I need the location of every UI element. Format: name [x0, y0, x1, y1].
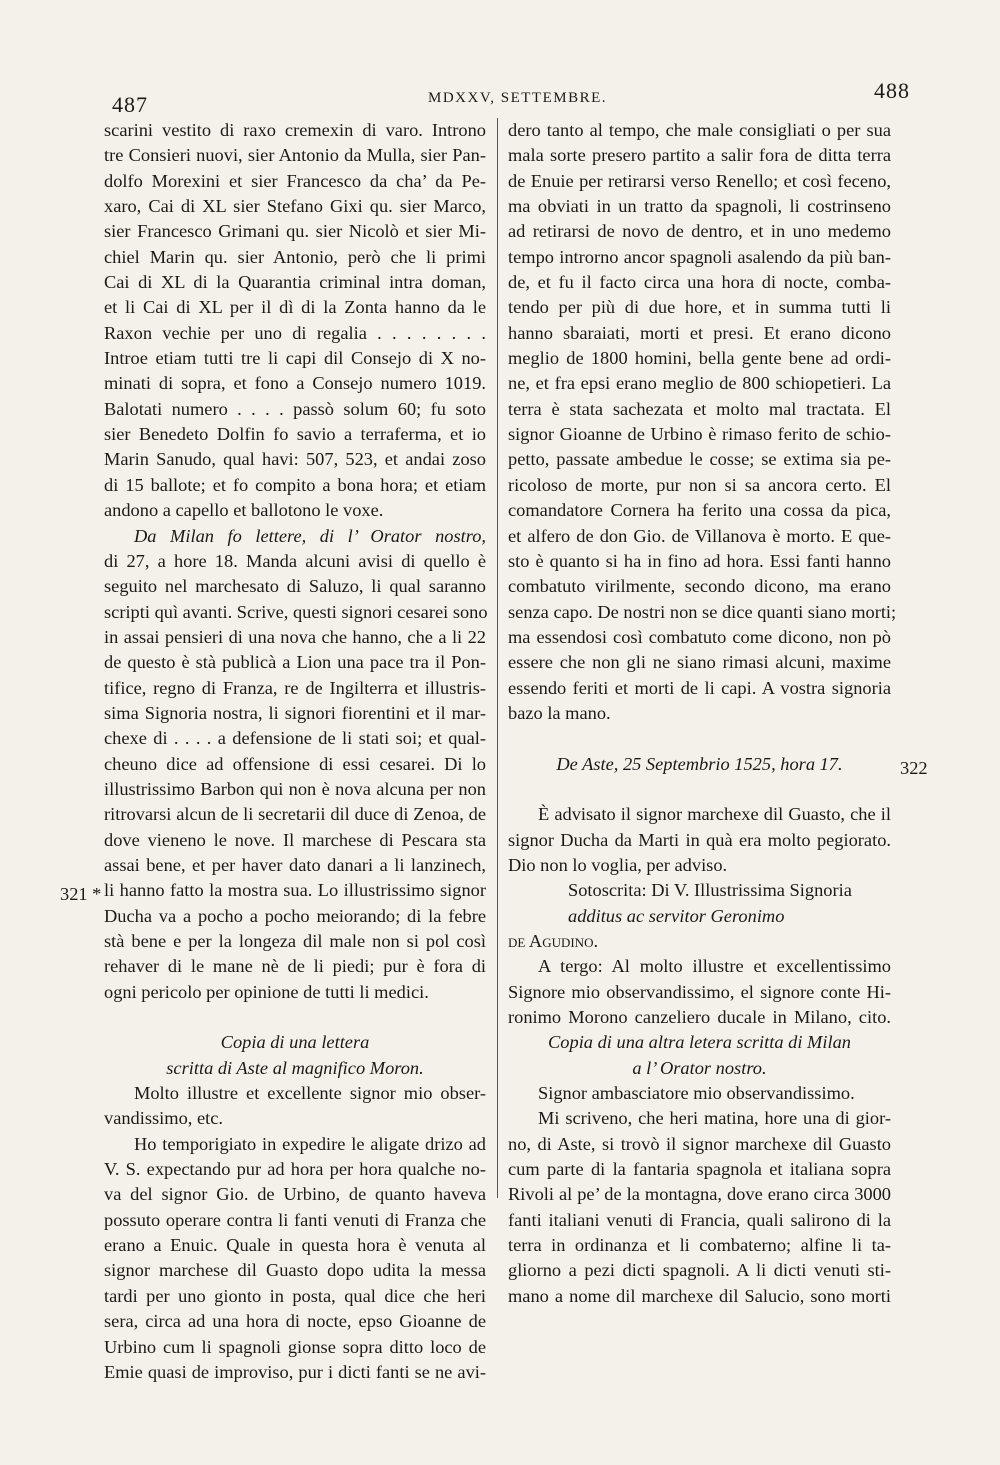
text-line: ma essendosi così combatuto come dicono, non pò — [508, 626, 891, 647]
text-line: tifice, regno di Franza, re de Ingilterra et illustris- — [104, 677, 486, 698]
letter-heading: scritta di Aste al magnifico Moron. — [166, 1057, 424, 1078]
text-line: essendo feriti et morti de li capi. A vostra signoria — [508, 677, 891, 698]
text-line: comandatore Cornera ha ferito una cossa da pica, — [508, 500, 891, 521]
text-line: hanno sbaraiati, morti et presi. Et erano dicono — [508, 322, 891, 343]
text-line: tre Consieri nuovi, sier Antonio da Mulla, sier Pan- — [104, 145, 486, 166]
text-line: Emie quasi de improviso, pur i dicti fanti se ne avi- — [104, 1361, 486, 1382]
text-line: Ducha va a pocho a pocho meiorando; di la febre — [104, 905, 486, 926]
text-line: erano a Enuic. Quale in questa hora è venuta al — [104, 1235, 486, 1256]
text-line: Raxon vechie per uno di regalia . . . . . . . . — [104, 322, 486, 343]
text-line: mano a nome dil marchexe dil Salucio, sono morti — [508, 1285, 891, 1306]
text-line: ogni pericolo per opinione de tutti li medici. — [104, 981, 429, 1002]
left-page-number: 487 — [112, 92, 148, 117]
text-line: Marin Sanudo, qual havi: 507, 523, et andai zoso — [104, 449, 486, 470]
text-line: Rivoli al pe’ de la montagna, dove erano circa 3000 — [508, 1184, 891, 1205]
signature-line: Sotoscrita: Di V. Illustrissima Signoria — [568, 880, 852, 901]
spacer — [104, 1005, 486, 1030]
section-heading: Da Milan fo lettere, di l’ Orator nostro, — [134, 525, 486, 546]
text-line: signor Ducha da Marti in quà era molto pegiorato. — [508, 829, 891, 850]
text-line: V. S. expectando pur ad hora per hora qualche no- — [104, 1159, 486, 1180]
spacer — [508, 726, 891, 751]
text-line: dolfo Morexini et sier Francesco da cha’ da Pe- — [104, 170, 486, 191]
margin-note-right: 322 — [900, 758, 928, 778]
spacer — [508, 777, 891, 802]
text-line: in assai pensieri di una nova che hanno, che a li 22 — [104, 626, 486, 647]
text-line: stà bene e per la longeza dil male non si pol così — [104, 931, 486, 951]
text-line: li hanno fatto la mostra sua. Lo illustrissimo signor — [104, 880, 486, 901]
right-page-number: 488 — [874, 78, 910, 103]
text-line: Urbino cum li spagnoli gionse sopra ditto loco de — [104, 1336, 486, 1357]
letter-heading: Copia di una altra letera scritta di Milan — [548, 1032, 851, 1053]
signature-name: de Agudino. — [508, 931, 599, 951]
text-line: sto è quanto si ha in fino ad hora. Essi fanti hanno — [508, 550, 891, 571]
column-divider — [497, 118, 498, 1198]
text-line: terra in ordinanza et li combaterno; alfine li ta- — [508, 1235, 891, 1256]
text-line: seguito nel marchesato di Saluzo, li qual saranno — [104, 576, 486, 597]
text-line: dero tanto al tempo, che male consigliati o per sua — [508, 120, 891, 140]
text-line: chiel Marin qu. sier Antonio, però che li primi — [104, 246, 486, 267]
text-line: rehaver di le mane nè de li piedi; pur è fora di — [104, 956, 486, 977]
text-line: meglio de 1800 homini, bella gente bene ad ordi- — [508, 348, 891, 369]
text-line: scarini vestito di raxo cremexin di varo. Introno — [104, 120, 486, 140]
text-line: et alfero de don Gio. de Villanova è morto. E que- — [508, 525, 891, 546]
text-line: xaro, Cai di XL sier Stefano Gixi qu. sier Marco, — [104, 196, 486, 217]
text-line: de, et fu il facto circa una hora di nocte, comba- — [508, 272, 891, 293]
text-line: signor Gioanne de Urbino è rimaso ferito de schio- — [508, 424, 891, 445]
text-line: ricoloso de morte, pur non si sa ancora certo. El — [508, 474, 891, 495]
margin-note-left: 321 * — [60, 884, 102, 904]
text-line: ritrovarsi alcun de li secretarii dil duce di Zenoa, de — [104, 804, 486, 825]
text-line: È advisato il signor marchexe dil Guasto, che il — [538, 804, 891, 825]
text-line: tardi per uno gionto in posta, qual dice che heri — [104, 1285, 486, 1306]
text-line: andono a capello et ballotono le voxe. — [104, 500, 384, 521]
text-line: dove vieneno le nove. Il marchese di Pescara sta — [104, 829, 486, 850]
text-line: essere che non gli ne siano rimasi alcuni, maxime — [508, 652, 891, 673]
text-line: illustrissimo Barbon qui non è nova alcuna per non — [104, 778, 486, 799]
text-line: ne, et fra epsi erano meglio de 800 schiopetieri. La — [508, 373, 891, 394]
text-line: vandissimo, etc. — [104, 1108, 224, 1129]
right-column — [508, 118, 897, 1309]
text-line: possuto operare contra li fanti venuti di Franza che — [104, 1209, 486, 1230]
text-line: gliorno a pezi dicti spagnoli. A li dicti venuti sti- — [508, 1260, 891, 1281]
text-line: combatuto virilmente, secondo dicono, ma erano — [508, 576, 891, 597]
text-line: Signor ambasciatore mio observandissimo. — [538, 1083, 855, 1104]
text-line: tendo per più di due hore, et in summa tutti li — [508, 297, 891, 318]
text-line: Introe etiam tutti tre li capi dil Consejo di X no- — [104, 348, 486, 369]
text-line: Dio non lo voglia, per adviso. — [508, 854, 728, 875]
text-line: Ho temporigiato in expedire le aligate drizo ad — [134, 1133, 486, 1154]
text-line: di 15 ballote; et fo compito a bona hora; et etiam — [104, 474, 486, 495]
text-line: de Enuie per retirarsi verso Renello; et così feceno, — [508, 170, 891, 191]
text-line: Cai di XL di la Quarantia criminal intra doman, — [104, 272, 486, 293]
text-line: et li Cai di XL per il dì di la Zonta hanno da le — [104, 297, 486, 318]
text-line: de questo è stà publicà a Lion una pace tra il Pon- — [104, 652, 486, 673]
text-line: sera, circa ad una hora di nocte, epso Gioanne de — [104, 1311, 486, 1332]
page-header — [90, 78, 910, 118]
text-line: cum parte di la fantaria spagnola et italiana sopra — [508, 1159, 891, 1180]
letter-heading: a l’ Orator nostro. — [632, 1057, 767, 1078]
text-line: no, di Aste, si trovò il signor marchexe dil Guasto — [508, 1133, 891, 1154]
text-line: sima Signoria nostra, li signori fiorentini et il mar- — [104, 702, 486, 723]
text-line: ad retirarsi de novo de dentro, et in uno medemo — [508, 221, 891, 242]
text-line: bazo la mano. — [508, 702, 611, 723]
text-line: mala sorte presero partito a salir fora de ditta terra — [508, 145, 891, 166]
text-line: A tergo: Al molto illustre et excellentissimo — [538, 956, 891, 977]
text-line: di 27, a hore 18. Manda alcuni avisi di quello è — [104, 550, 486, 571]
text-line: fanti italiani venuti di Francia, quali salirono di la — [508, 1209, 891, 1230]
letter-heading: Copia di una lettera — [220, 1032, 370, 1053]
text-line: ronimo Morono canzeliero ducale in Milano, cito. — [508, 1007, 891, 1028]
text-line: ma obviati in un tratto da spagnoli, li costrinseno — [508, 196, 891, 217]
text-line: terra è stata sachezata et molto mal tractata. El — [508, 398, 891, 419]
text-line: sier Francesco Grimani qu. sier Nicolò et sier Mi- — [104, 221, 486, 242]
text-line: signor marchese dil Guasto dopo udita la messa — [104, 1260, 486, 1281]
text-line: Mi scriveno, che heri matina, hore una di gior- — [538, 1108, 891, 1129]
running-title: MDXXV, SETTEMBRE. — [428, 90, 607, 106]
text-line: chexe di . . . . a defensione de li stati soi; et qual- — [104, 728, 486, 749]
text-line: cheuno dice ad offensione di essi cesarei. Di lo — [104, 753, 486, 774]
signature-line: additus ac servitor Geronimo — [568, 905, 785, 926]
text-line: petto, passate ambedue le cosse; se extima sia pe- — [508, 449, 891, 470]
text-line: sier Benedeto Dolfin fo savio a terraferma, et io — [104, 424, 486, 445]
left-column — [104, 118, 486, 1385]
text-line: Molto illustre et excellente signor mio obser- — [134, 1083, 486, 1104]
text-line: Balotati numero . . . . passò solum 60; fu soto — [104, 398, 486, 419]
text-line: assai bene, et per haver dato danari a li lanzinech, — [104, 854, 486, 875]
text-line: Signore mio observandissimo, el signore conte Hi- — [508, 981, 891, 1002]
text-line: va del signor Gio. de Urbino, de quanto haveva — [104, 1184, 486, 1205]
text-line: minati di sopra, et fono a Consejo numero 1019. — [104, 373, 486, 394]
text-line: senza capo. De nostri non se dice quanti siano morti; — [508, 601, 897, 622]
date-heading: De Aste, 25 Septembrio 1525, hora 17. — [556, 753, 843, 774]
text-line: scripti quì avanti. Scrive, questi signori cesarei sono — [104, 601, 488, 622]
text-line: tempo introrno ancor spagnoli asalendo da più ban- — [508, 246, 891, 267]
